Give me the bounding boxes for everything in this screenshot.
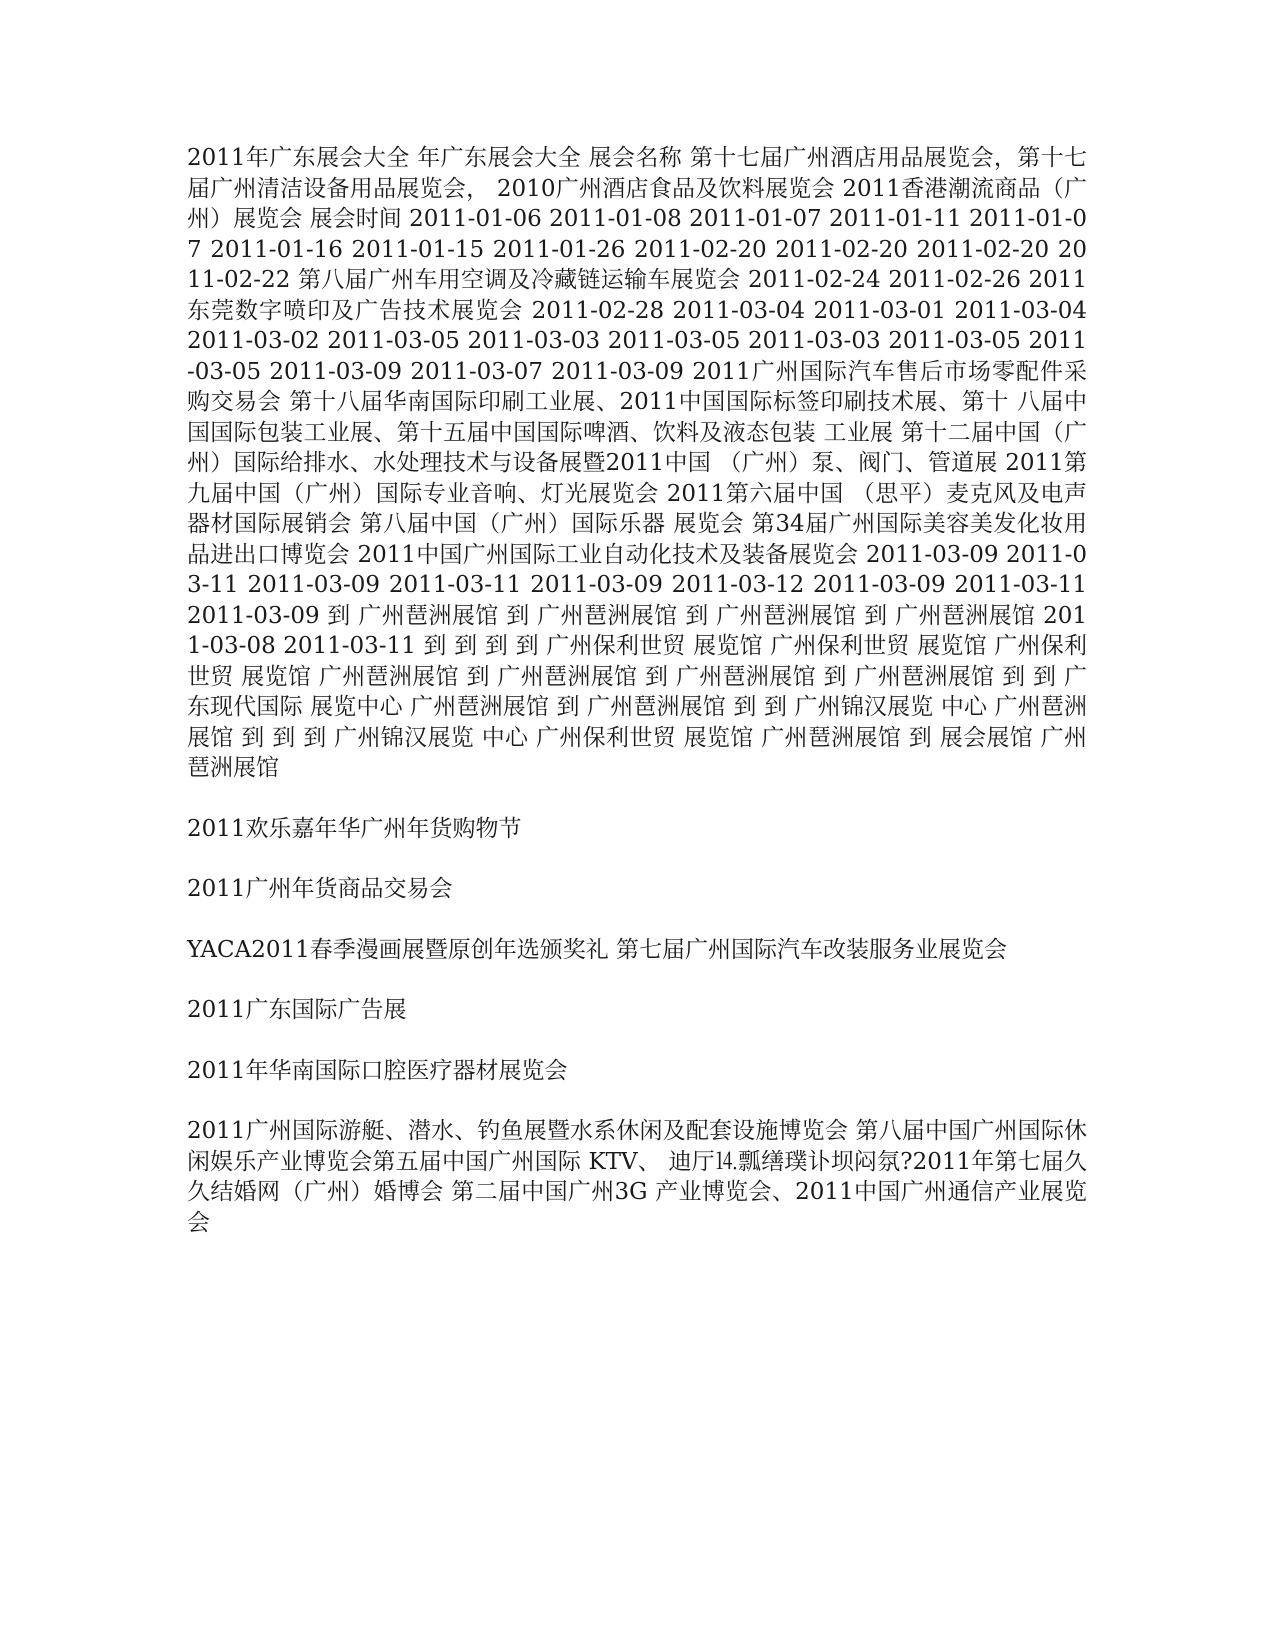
paragraph-new-year-goods-fair: 2011广州年货商品交易会 — [187, 876, 453, 902]
paragraph-advertising-expo: 2011广东国际广告展 — [187, 997, 407, 1023]
paragraph-comic-and-auto-modification: YACA2011春季漫画展暨原创年选颁奖礼 第七届广州国际汽车改装服务业展览会 — [187, 936, 1008, 963]
document-body — [187, 143, 1087, 1238]
paragraph-dental-equipment-expo: 2011年华南国际口腔医疗器材展览会 — [187, 1057, 568, 1084]
paragraph-carnival-shopping-festival: 2011欢乐嘉年华广州年货购物节 — [187, 815, 522, 842]
paragraph-exhibition-list: 2011年广东展会大全 年广东展会大全 展会名称 第十七届广州酒店用品展览会，第十七届广州清洁设备用品展览会， 2010广州酒店食品及饮料展览会 2011香港潮流商品（广州）展览会 展会时间 2011-01-06 2011-01-08 2011-01-07 2011-01-11 2011-01-07 2011-01-16 2011-01-15 2011-01-26 2011-02-20 2011-02-20 2011-02-20 2011-02-22 第八届广州车用空调及冷藏链运输车展览会 2011-02-24 2011-02-26 2011东莞数字喷印及广告技术展览会 2011-02-28 2011-03-04 2011-03-01 2011-03-04 2011-03-02 2011-03-05 2011-03-03 2011-03-05 2011-03-03 2011-03-05 2011-03-05 2011-03-09 2011-03-07 2011-03-09 2011广州国际汽车售后市场零配件采购交易会 第十八届华南国际印刷工业展、2011中国国际标签印刷技术展、第十 八届中国国际包装工业展、第十五届中国国际啤酒、饮料及液态包装 工业展 第十二届中国（广州）国际给排水、水处理技术与设备展暨2011中国 （广州）泵、阀门、管道展 2011第九届中国（广州）国际专业音响、灯光展览会 2011第六届中国 （思平）麦克风及电声器材国际展销会 第八届中国（广州）国际乐器 展览会 第34届广州国际美容美发化妆用品进出口博览会 2011中国广州国际工业自动化技术及装备展览会 2011-03-09 2011-03-11 2011-03-09 2011-03-11 2011-03-09 2011-03-12 2011-03-09 2011-03-11 2011-03-09 到 广州琶洲展馆 到 广州琶洲展馆 到 广州琶洲展馆 到 广州琶洲展馆 2011-03-08 2011-03-11 到 到 到 到 广州保利世贸 展览馆 广州保利世贸 展览馆 广州保利世贸 展览馆 广州琶洲展馆 到 广州琶洲展馆 到 广州琶洲展馆 到 广州琶洲展馆 到 到 广东现代国际 展览中心 广州琶洲展馆 到 广州琶洲展馆 到 到 广州锦汉展览 中心 广州琶洲展馆 到 到 到 广州锦汉展览 中心 广州保利世贸 展览馆 广州琶洲展馆 到 展会展馆 广州琶洲展馆 — [187, 145, 1087, 781]
paragraph-yacht-and-leisure-expo: 2011广州国际游艇、潜水、钓鱼展暨水系休闲及配套设施博览会 第八届中国广州国际休闲娱乐产业博览会第五届中国广州国际 KTV、 迪厅⒕瓢缮璞讣坝闷氛?2011年第七届久久结婚网（广州）婚博会 第二届中国广州3G 产业博览会、2011中国广州通信产业展览会 — [187, 1118, 1087, 1236]
